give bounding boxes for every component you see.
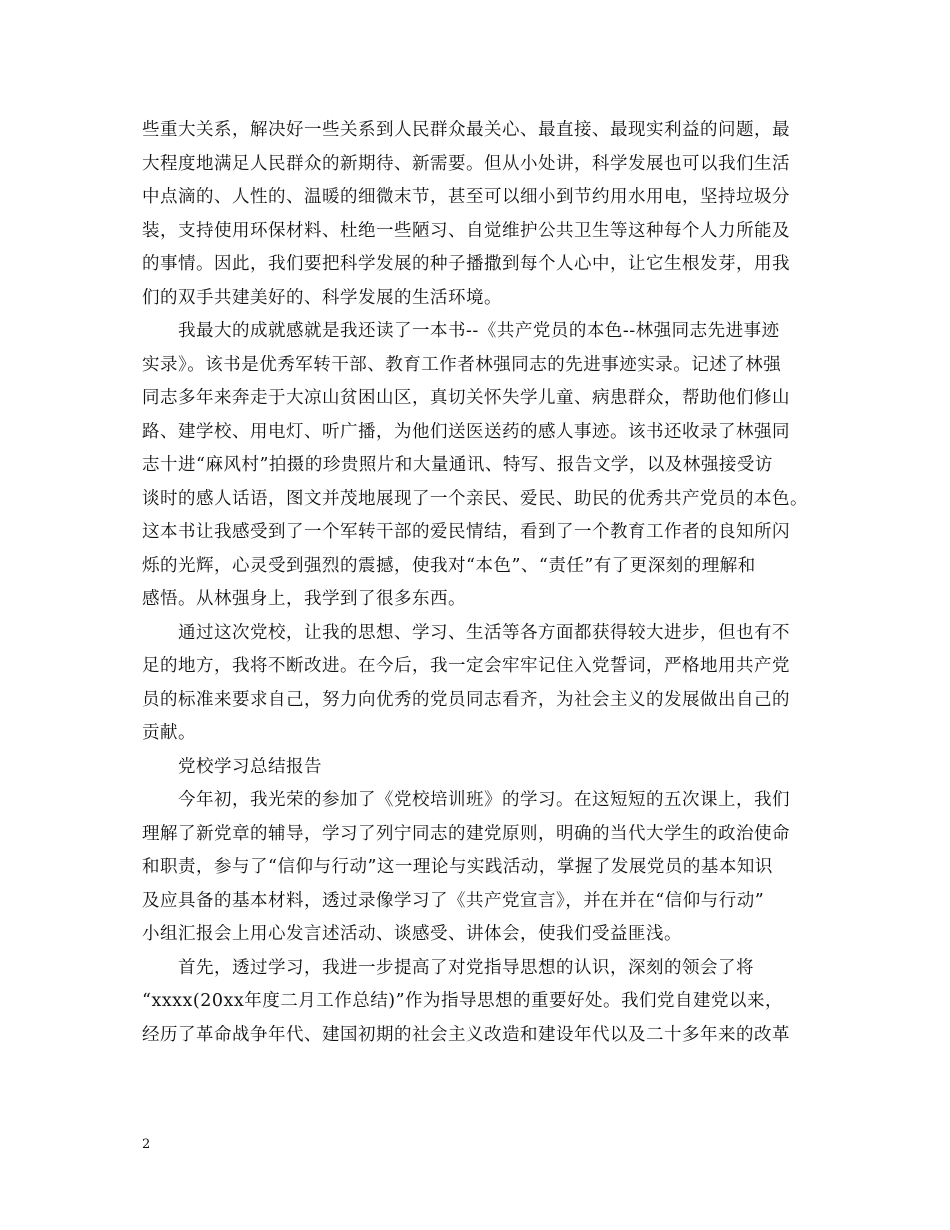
text-line: 些重大关系，解决好一些关系到人民群众最关心、最直接、最现实利益的问题，最 <box>142 120 790 140</box>
text-line: 同志多年来奔走于大凉山贫困山区，真切关怀失学儿童、病患群众，帮助他们修山 <box>142 388 790 408</box>
text-line: 的事情。因此，我们要把科学发展的种子播撒到每个人心中，让它生根发芽，用我 <box>142 254 790 274</box>
text-line: 路、建学校、用电灯、听广播，为他们送医送药的感人事迹。该书还收录了林强同 <box>142 421 790 442</box>
text-line: 理解了新党章的辅导，学习了列宁同志的建党原则，明确的当代大学生的政治使命 <box>142 823 790 844</box>
text-line: 小组汇报会上用心发言述活动、谈感受、讲体会，使我们受益匪浅。 <box>142 924 682 944</box>
body-text <box>142 114 822 1052</box>
text-line: 经历了革命战争年代、建国初期的社会主义改造和建设年代以及二十多年来的改革 <box>142 1024 790 1045</box>
text-line: 贡献。 <box>142 723 196 743</box>
text-line: 及应具备的基本材料，透过录像学习了《共产党宣言》，并在并在“信仰与行动” <box>142 890 765 911</box>
page-number: 2 <box>142 1137 151 1152</box>
text-line: 今年初，我光荣的参加了《党校培训班》的学习。在这短短的五次课上，我们 <box>142 790 790 810</box>
text-line: 装，支持使用环保材料、杜绝一些陋习、自觉维护公共卫生等这种每个人力所能及 <box>142 220 790 241</box>
text-line: 我最大的成就感就是我还读了一本书--《共产党员的本色--林强同志先进事迹 <box>142 321 780 341</box>
text-line: 志十进“麻风村”拍摄的珍贵照片和大量通讯、特写、报告文学，以及林强接受访 <box>142 455 773 475</box>
section-heading: 党校学习总结报告 <box>142 756 322 777</box>
text-line: 员的标准来要求自己，努力向优秀的党员同志看齐，为社会主义的发展做出自己的 <box>142 689 790 710</box>
text-line: “xxxx(20xx年度二月工作总结)”作为指导思想的重要好处。我们党自建党以来， <box>142 991 784 1011</box>
text-line: 足的地方，我将不断改进。在今后，我一定会牢牢记住入党誓词，严格地用共产党 <box>142 656 790 676</box>
text-line: 通过这次党校，让我的思想、学习、生活等各方面都获得较大进步，但也有不 <box>142 622 790 643</box>
text-line: 和职责，参与了“信仰与行动”这一理论与实践活动，掌握了发展党员的基本知识 <box>142 857 773 877</box>
text-line: 感悟。从林强身上，我学到了很多东西。 <box>142 589 466 609</box>
text-line: 烁的光辉，心灵受到强烈的震撼，使我对“本色”、“责任”有了更深刻的理解和 <box>142 555 756 576</box>
text-line: 实录》。该书是优秀军转干部、教育工作者林强同志的先进事迹实录。记述了林强 <box>142 354 782 375</box>
text-line: 这本书让我感受到了一个军转干部的爱民情结，看到了一个教育工作者的良知所闪 <box>142 522 790 542</box>
text-line: 大程度地满足人民群众的新期待、新需要。但从小处讲，科学发展也可以我们生活 <box>142 153 790 174</box>
text-line: 谈时的感人话语，图文并茂地展现了一个亲民、爱民、助民的优秀共产党员的本色。 <box>142 488 808 509</box>
text-line: 中点滴的、人性的、温暖的细微末节，甚至可以细小到节约用水用电，坚持垃圾分 <box>142 187 790 207</box>
text-line: 们的双手共建美好的、科学发展的生活环境。 <box>142 287 502 308</box>
text-line: 首先，透过学习，我进一步提高了对党指导思想的认识，深刻的领会了将 <box>142 957 754 978</box>
